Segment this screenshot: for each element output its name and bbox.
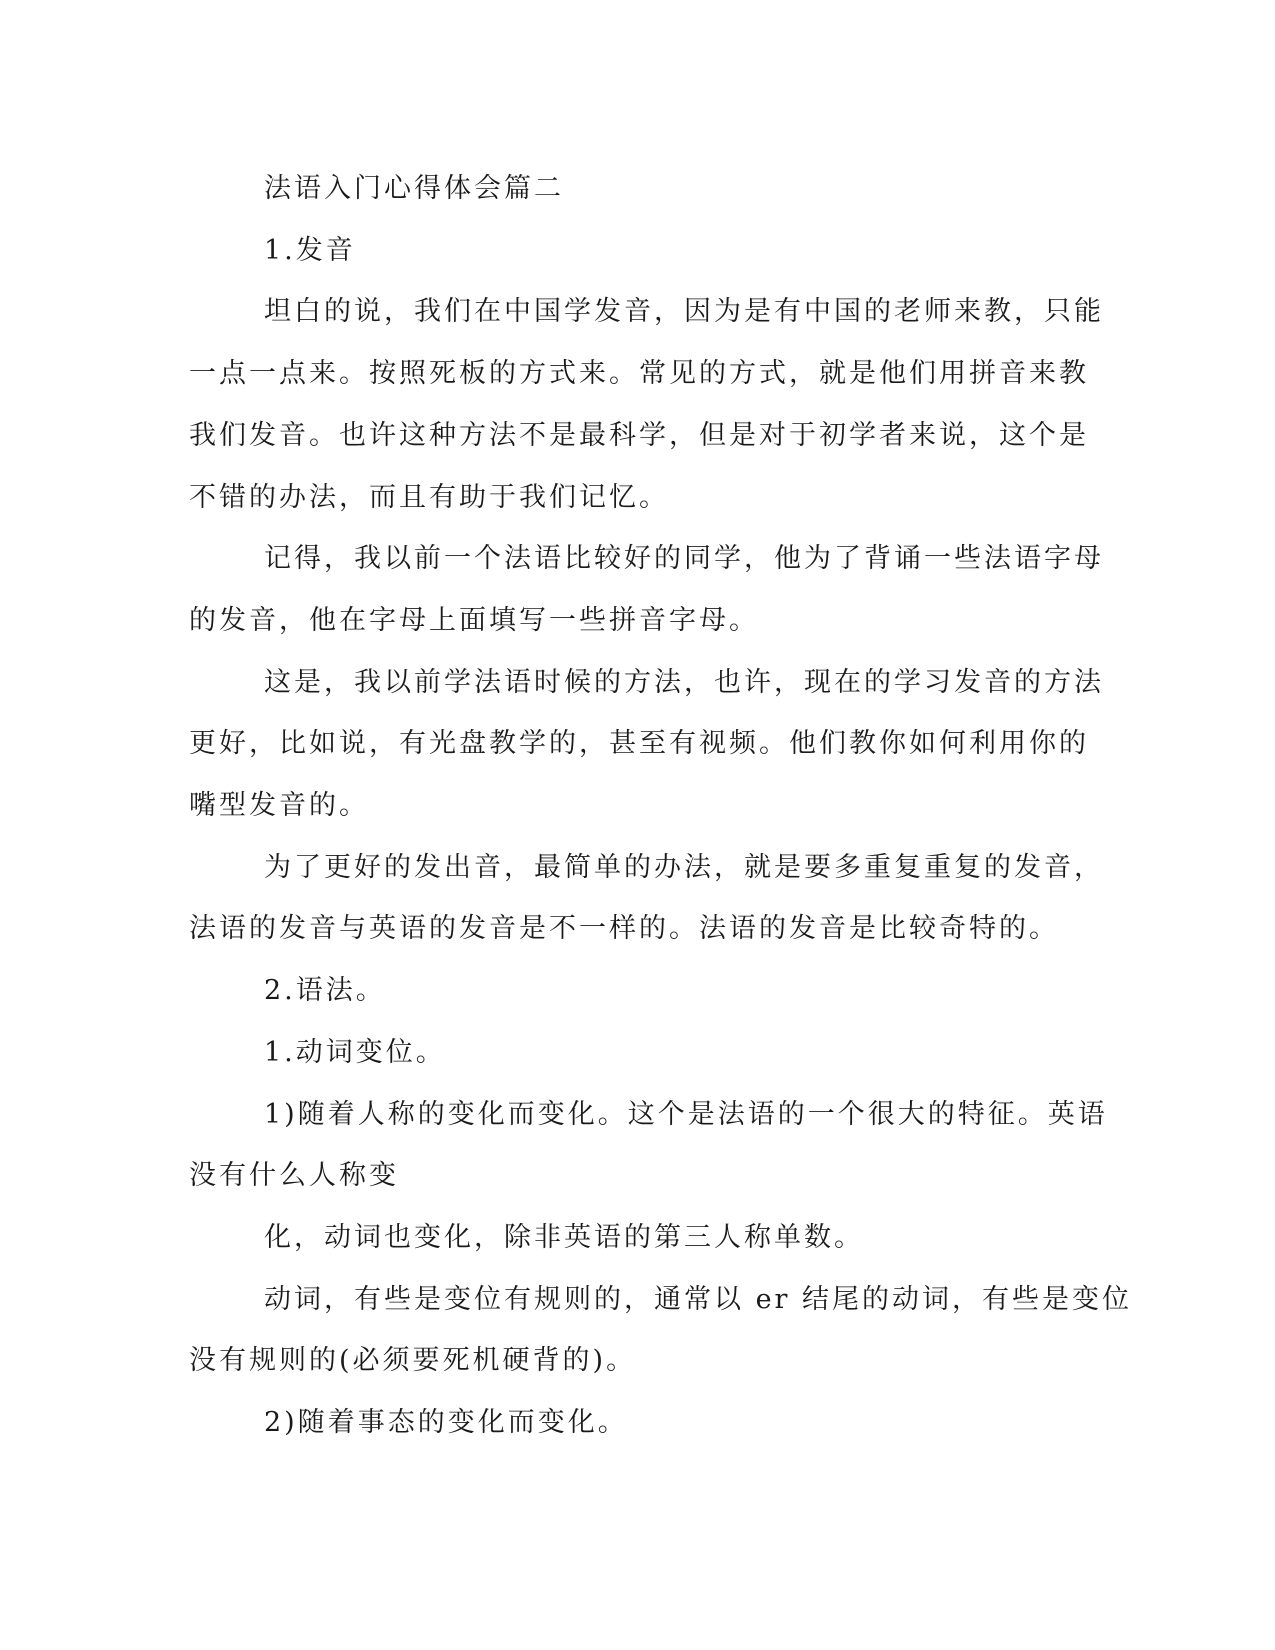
paragraph-line: 不错的办法，而且有助于我们记忆。 (189, 481, 669, 513)
paragraph-line: 化，动词也变化，除非英语的第三人称单数。 (264, 1221, 864, 1253)
document-body (189, 158, 1133, 1454)
paragraph-line: 坦白的说，我们在中国学发音，因为是有中国的老师来教，只能 (264, 296, 1104, 328)
section-heading-pronunciation: 1.发音 (264, 234, 356, 266)
paragraph-line: 为了更好的发出音，最简单的办法，就是要多重复重复的发音， (264, 851, 1104, 883)
paragraph-line: 我们发音。也许这种方法不是最科学，但是对于初学者来说，这个是 (189, 419, 1089, 451)
paragraph-line: 法语的发音与英语的发音是不一样的。法语的发音是比较奇特的。 (189, 913, 1059, 945)
paragraph-line: 一点一点来。按照死板的方式来。常见的方式，就是他们用拼音来教 (189, 358, 1089, 390)
paragraph-line: 2)随着事态的变化而变化。 (264, 1407, 628, 1439)
document-title: 法语入门心得体会篇二 (264, 173, 564, 204)
section-heading-grammar: 2.语法。 (264, 975, 386, 1007)
paragraph-line: 的发音，他在字母上面填写一些拼音字母。 (189, 604, 759, 636)
paragraph-line: 更好，比如说，有光盘教学的，甚至有视频。他们教你如何利用你的 (189, 728, 1089, 760)
paragraph-line: 动词，有些是变位有规则的，通常以 er 结尾的动词，有些是变位 (264, 1283, 1133, 1315)
paragraph-line: 1)随着人称的变化而变化。这个是法语的一个很大的特征。英语 (264, 1098, 1108, 1130)
paragraph-line: 这是，我以前学法语时候的方法，也许，现在的学习发音的方法 (264, 666, 1104, 698)
paragraph-line: 嘴型发音的。 (189, 790, 369, 822)
paragraph-line: 没有规则的(必须要死机硬背的)。 (189, 1345, 637, 1377)
paragraph-line: 记得，我以前一个法语比较好的同学，他为了背诵一些法语字母 (264, 543, 1104, 575)
paragraph-line: 没有什么人称变 (189, 1160, 399, 1192)
subsection-heading-verb-conjugation: 1.动词变位。 (264, 1036, 446, 1068)
